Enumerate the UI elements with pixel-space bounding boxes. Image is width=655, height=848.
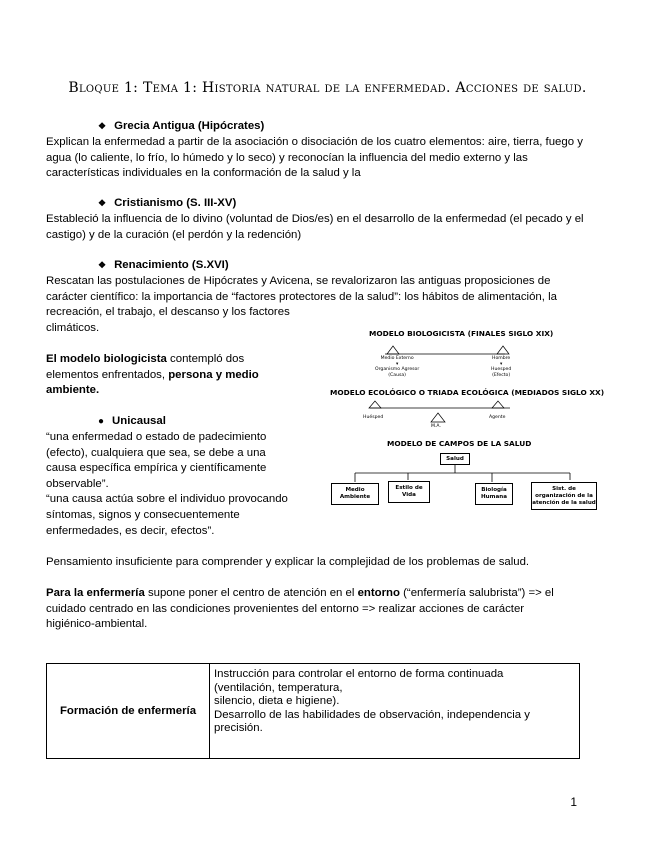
diamond-bullet-icon: ❖	[98, 198, 107, 208]
model1-left-label	[375, 356, 419, 378]
triad-host: Huésped	[363, 415, 384, 420]
round-bullet-icon: ●	[98, 416, 105, 427]
label-text: (Causa)	[388, 372, 406, 378]
table-row	[47, 664, 580, 759]
text-line: recreación, el trabajo, el descanso y los factores	[46, 306, 290, 319]
model-campos-heading: MODELO DE CAMPOS DE LA SALUD	[387, 439, 532, 448]
paragraph-unicausal	[46, 430, 288, 539]
text: supone poner el centro de atención en el	[144, 587, 358, 599]
text-line: “una causa actúa sobre el individuo provocando	[46, 493, 288, 506]
page-title: Bloque 1: Tema 1: Historia natural de la enfermedad. Acciones de salud.	[68, 80, 587, 96]
label-text: Organismo Agresor	[375, 367, 420, 372]
diamond-bullet-icon: ❖	[98, 260, 107, 270]
triad-environment: M.A.	[431, 424, 441, 429]
text-line: silencio, dieta e higiene).	[214, 695, 340, 708]
heading-text: Renacimiento (S.XVI)	[114, 259, 229, 271]
estilo-de-vida-box: Estilo de Vida	[388, 481, 430, 503]
bold-text: ambiente.	[46, 384, 100, 397]
diamond-bullet-icon: ❖	[98, 121, 107, 131]
text-line: Instrucción para controlar el entorno de forma continuada	[214, 668, 504, 680]
text-line: carácter científico: la importancia de “factores protectores de la salud”: los hábitos de alimentación, la	[46, 290, 557, 303]
model-biologicista-heading: MODELO BIOLOGICISTA (FINALES SIGLO XIX)	[369, 329, 554, 338]
label-text: (Efecto)	[492, 372, 511, 378]
table-content-cell	[210, 664, 580, 759]
section-heading-cristianismo	[98, 197, 236, 209]
heading-text: Cristianismo (S. III-XV)	[114, 197, 237, 209]
medio-ambiente-box: Medio Ambiente	[331, 483, 379, 505]
text-line: higiénico-ambiental.	[46, 618, 148, 631]
bold-text: El modelo biologicista	[46, 353, 167, 365]
label-text: Hombre	[491, 356, 511, 361]
arrow-down-icon: ▾	[499, 361, 503, 367]
paragraph-pensamiento: Pensamiento insuficiente para comprender y explicar la complejidad de los problemas de salud.	[46, 556, 530, 568]
arrow-down-icon: ▾	[395, 361, 399, 367]
text-line: (efecto), cualquiera que sea, se debe a una	[46, 446, 266, 459]
section-heading-grecia	[98, 120, 264, 132]
bold-text: persona y medio	[168, 368, 259, 381]
label-text: Huesped	[491, 367, 512, 372]
text: elementos enfrentados,	[46, 368, 169, 381]
text: (“enfermería salubrista”) => el	[399, 587, 554, 599]
model1-right-label	[491, 356, 511, 378]
heading-text: Grecia Antigua (Hipócrates)	[114, 120, 265, 132]
sistema-organizacion-box: Sist. de organización de la atención de la salud	[531, 482, 597, 510]
text-line: Explican la enfermedad a partir de la asociación o disociación de los cuatro elementos: aire, tierra, fuego y	[46, 136, 583, 148]
text-line: “una enfermedad o estado de padecimiento	[46, 431, 267, 443]
formacion-table	[46, 663, 580, 759]
text-line: cuidado centrado en las condiciones provenientes del entorno => realizar acciones de carácter	[46, 602, 525, 615]
paragraph-enfermeria	[46, 586, 554, 633]
text-line: agua (lo caliente, lo frío, lo húmedo y lo seco) y reconocían la influencia del medio externo y las	[46, 151, 528, 164]
label-text: Medio Externo	[380, 356, 414, 361]
text-line: (ventilación, temperatura,	[214, 681, 343, 694]
text-line: enfermedades, es decir, efectos”.	[46, 524, 215, 537]
text-line: castigo) y de la curación (el perdón y la redención)	[46, 228, 302, 241]
paragraph-biologicista	[46, 352, 259, 399]
text-line: climáticos.	[46, 321, 100, 334]
health-models-diagram	[325, 325, 605, 515]
triad-agent: Agente	[489, 415, 506, 420]
text-line: precisión.	[214, 722, 263, 735]
text-line: Rescatan las postulaciones de Hipócrates y Avicena, se revalorizaron las antiguas proposiciones de	[46, 275, 551, 287]
text-line: características individuales en la conformación de la salud y la	[46, 167, 361, 180]
text-line: Desarrollo de las habilidades de observación, independencia y	[214, 708, 530, 721]
table-label-cell: Formación de enfermería	[47, 664, 210, 759]
text-line: causa específica empírica y científicamente	[46, 462, 267, 475]
model-ecologico-heading: MODELO ECOLÓGICO O TRIADA ECOLÓGICA (MEDIADOS SIGLO XX)	[330, 388, 605, 397]
salud-box: Salud	[440, 453, 470, 465]
bold-text: entorno	[357, 587, 400, 599]
text-line: síntomas, signos y consecuentemente	[46, 508, 240, 521]
page-number: 1	[570, 795, 577, 809]
biologia-humana-box: Biología Humana	[475, 483, 513, 505]
heading-text: Unicausal	[112, 415, 166, 427]
paragraph-grecia	[46, 135, 583, 182]
section-heading-renacimiento	[98, 259, 229, 271]
text-line: observable”.	[46, 477, 109, 490]
text: contempló dos	[166, 353, 245, 365]
bold-text: Para la enfermería	[46, 587, 145, 599]
text-line: Estableció la influencia de lo divino (voluntad de Dios/es) en el desarrollo de la enfermedad (el pecado y el	[46, 213, 584, 225]
paragraph-cristianismo	[46, 212, 584, 243]
section-heading-unicausal	[98, 415, 166, 427]
